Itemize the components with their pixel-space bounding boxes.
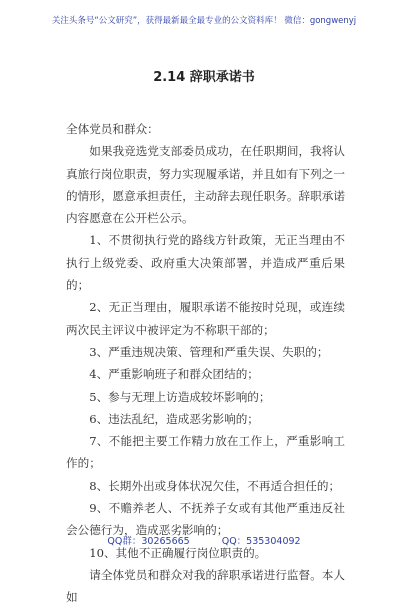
qq-text: QQ：535304092	[221, 536, 301, 547]
header-banner: 关注头条号“公文研究”，获得最新最全最专业的公文资料库！ 微信：gongwenyj	[51, 16, 357, 26]
paragraph-item-4: 4、严重影响班子和群众团结的；	[89, 367, 259, 382]
paragraph-item-10: 10、其他不正确履行岗位职责的。	[89, 545, 267, 560]
qq-group-text: QQ群：30265665	[107, 536, 190, 547]
paragraph-item-3: 3、严重违规决策、管理和严重失误、失职的；	[89, 344, 329, 359]
paragraph-item-5: 5、参与无理上访造成较坏影响的；	[89, 389, 271, 404]
paragraph-closing: 请全体党员和群众对我的辞职承诺进行监督。本人如	[66, 567, 345, 605]
paragraph-item-6: 6、违法乱纪，造成恶劣影响的；	[89, 411, 259, 426]
paragraph-item-2: 2、无正当理由，履职承诺不能按时兑现，或连续两次民主评议中被评定为不称职干部的；	[66, 300, 345, 337]
paragraph-item-8: 8、长期外出或身体状况欠佳，不再适合担任的；	[89, 478, 341, 493]
document-title: 2.14 辞职承诺书	[153, 70, 255, 85]
salutation: 全体党员和群众：	[66, 122, 159, 136]
paragraph-item-7: 7、不能把主要工作精力放在工作上，严重影响工作的；	[66, 434, 345, 471]
paragraph-item-1: 1、不贯彻执行党的路线方针政策，无正当理由不执行上级党委、政府重大决策部署，并造成严重后果的；	[66, 233, 345, 293]
paragraph-intro: 如果我竞选党支部委员成功，在任职期间，我将认真旅行岗位职责，努力实现履承诺，并且如有下列之一的情形，愿意承担责任，主动辞去现任职务。辞职承诺内容愿意在公开栏公示。	[66, 144, 345, 226]
paragraph-item-9: 9、不赡养老人、不抚养子女或有其他严重违反社会公德行为，造成恶劣影响的；	[66, 501, 345, 538]
footer-contact	[0, 533, 408, 547]
